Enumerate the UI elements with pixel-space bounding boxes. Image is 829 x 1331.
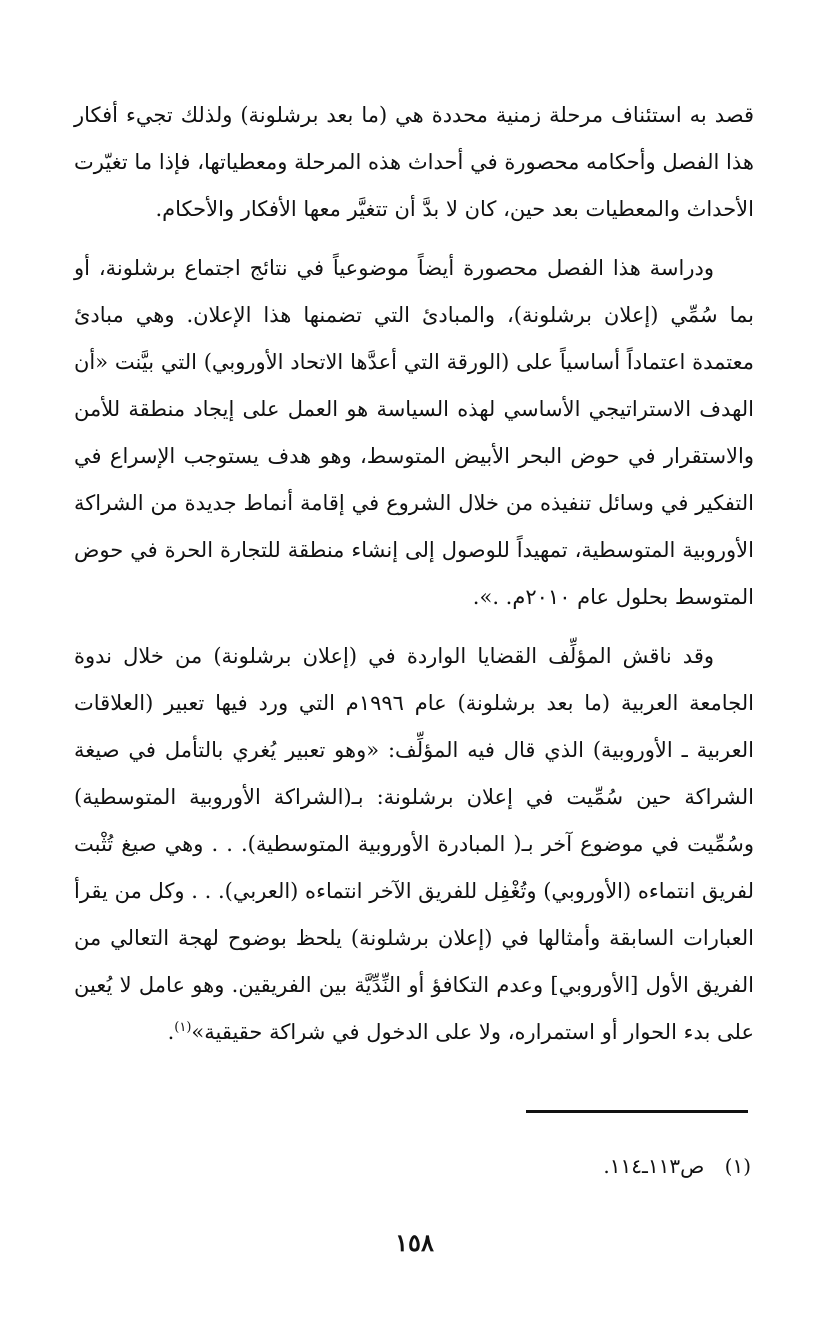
paragraph-3: وقد ناقش المؤلِّف القضايا الواردة في (إعلان برشلونة) من خلال ندوة الجامعة العربية (ما بعد برشلونة) عام ١٩٩٦م التي ورد فيها تعبير (العلاقات العربية ـ الأوروبية) الذي قال فيه المؤلِّف: «وهو تعبير يُغري بالتأمل في صيغة الشراكة حين سُمِّيت في إعلان برشلونة: بـ(الشراكة الأوروبية المتوسطية) وسُمِّيت في موضوع آخر بـ( المبادرة الأوروبية المتوسطية). . . وهي صيغ تُثْبت لفريق انتماءه (الأوروبي) وتُغْفِل للفريق الآخر انتماءه (العربي). . . وكل من يقرأ العبارات السابقة وأمثالها في (إعلان برشلونة) يلحظ بوضوح لهجة التعالي من الفريق الأول [الأوروبي] وعدم التكافؤ أو النِّدِّيَّة بين الفريقين. وهو عامل لا يُعين على بدء الحوار أو استمراره، ولا على الدخول في شراكة حقيقية»$^{(١)}$. [74, 644, 754, 1044]
paragraph-2-text: ودراسة هذا الفصل محصورة أيضاً موضوعياً في نتائج اجتماع برشلونة، أو بما سُمِّي (إعلان برشلونة)، والمبادئ التي تضمنها هذا الإعلان. وهي مبادئ معتمدة اعتماداً أساسياً على (الورقة التي أعدَّها الاتحاد الأوروبي) التي بيَّنت «أن الهدف الاستراتيجي الأساسي لهذه السياسة هو العمل على إيجاد منطقة للأمن والاستقرار في حوض البحر الأبيض المتوسط، وهو هدف يستوجب الإسراع في التفكير في وسائل تنفيذه من خلال الشروع في إقامة أنماط جديدة من الشراكة الأوروبية المتوسطية، تمهيداً للوصول إلى إنشاء منطقة للتجارة الحرة في حوض المتوسط بحلول عام ٢٠١٠م. .». [74, 256, 754, 609]
paragraph-1-text: قصد به استئناف مرحلة زمنية محددة هي (ما بعد برشلونة) ولذلك تجيء أفكار هذا الفصل وأحكامه محصورة في أحداث هذه المرحلة ومعطياتها، فإذا ما تغيّرت الأحداث والمعطيات بعد حين، كان لا بدَّ أن تتغيَّر معها الأفكار والأحكام. [74, 103, 754, 221]
page-body [74, 92, 754, 1056]
paragraph-1 [74, 92, 754, 233]
paragraph-2 [74, 245, 754, 621]
footnote-reference: (١) [174, 1020, 192, 1035]
footnote-text: ص١١٣ـ١١٤. [603, 1154, 705, 1178]
paragraph-3-text: وقد ناقش المؤلِّف القضايا الواردة في (إعلان برشلونة) من خلال ندوة الجامعة العربية (ما بعد برشلونة) عام ١٩٩٦م التي ورد فيها تعبير (العلاقات العربية ـ الأوروبية) الذي قال فيه المؤلِّف: «وهو تعبير يُغري بالتأمل في صيغة الشراكة حين سُمِّيت في إعلان برشلونة: بـ(الشراكة الأوروبية المتوسطية) وسُمِّيت في موضوع آخر بـ( المبادرة الأوروبية المتوسطية). . . وهي صيغ تُثْبت لفريق انتماءه (الأوروبي) وتُغْفِل للفريق الآخر انتماءه (العربي). . . وكل من يقرأ العبارات السابقة وأمثالها في (إعلان برشلونة) يلحظ بوضوح لهجة التعالي من الفريق الأول [الأوروبي] وعدم التكافؤ أو النِّدِّيَّة بين الفريقين. وهو عامل لا يُعين على بدء الحوار أو استمراره، ولا على الدخول في شراكة حقيقية» [74, 644, 754, 1044]
footnote-number: (١) [724, 1154, 751, 1178]
footnote [351, 1150, 751, 1182]
page-number: ١٥٨ [395, 1228, 434, 1257]
footnote-separator [526, 1110, 748, 1113]
